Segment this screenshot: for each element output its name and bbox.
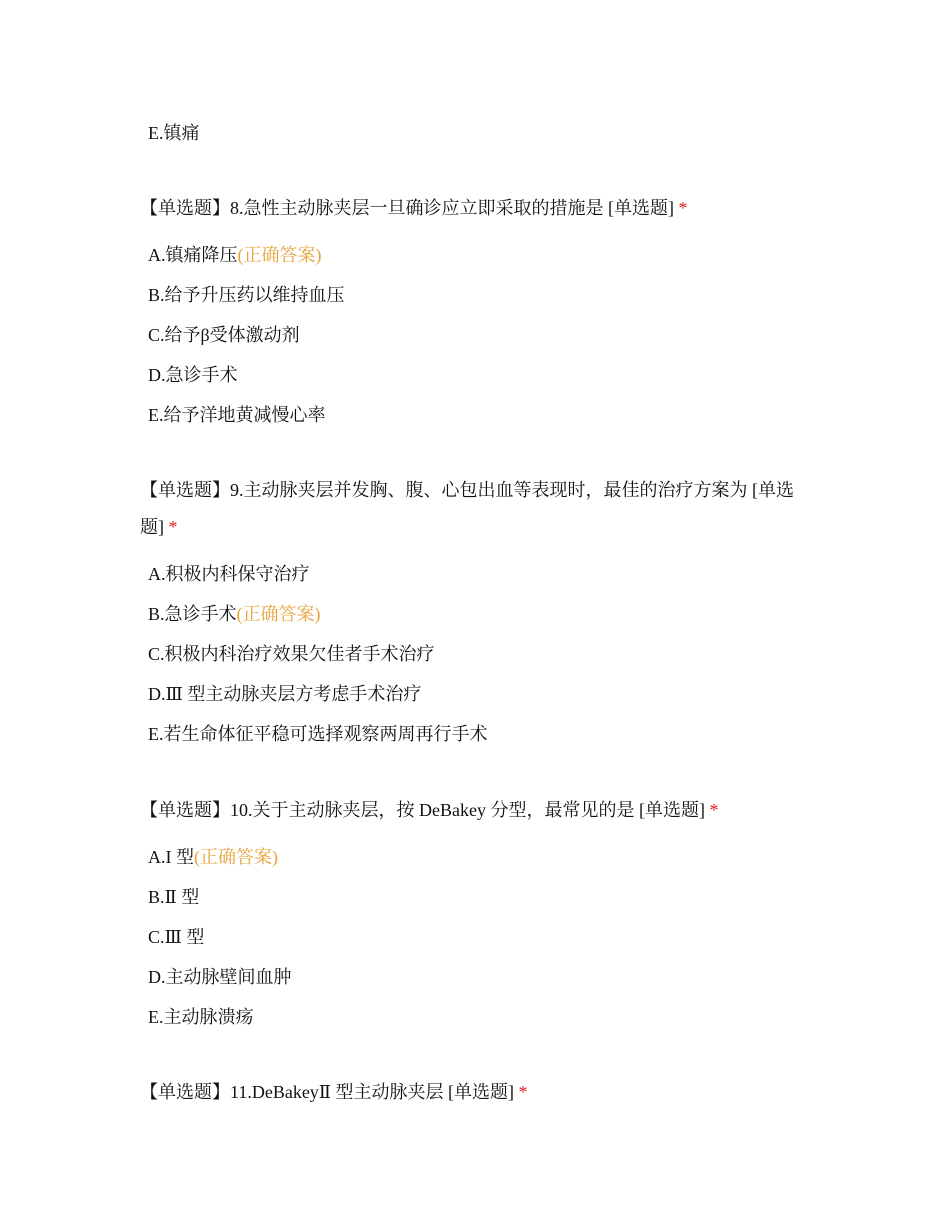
option-text: B.Ⅱ 型 xyxy=(148,887,200,907)
option-a xyxy=(140,235,810,275)
option-text: C.给予β受体激动剂 xyxy=(148,325,300,345)
option-text: A.I 型 xyxy=(148,847,194,867)
question-title xyxy=(140,792,810,829)
option-text: C.积极内科治疗效果欠佳者手术治疗 xyxy=(148,644,435,664)
option-b xyxy=(140,877,810,917)
option-q7-e: E.镇痛 xyxy=(148,123,200,143)
question-text: 【单选题】9.主动脉夹层并发胸、腹、心包出血等表现时，最佳的治疗方案为 [单选题] xyxy=(140,480,794,537)
option-c xyxy=(140,634,810,674)
question-10 xyxy=(140,792,810,1037)
option-list xyxy=(140,837,810,1037)
question-9 xyxy=(140,472,810,754)
option-a xyxy=(140,554,810,594)
correct-answer-label: (正确答案) xyxy=(236,604,321,624)
option-d xyxy=(140,355,810,395)
option-c xyxy=(140,315,810,355)
option-d xyxy=(140,957,810,997)
option-text: E.给予洋地黄减慢心率 xyxy=(148,405,326,425)
question-title xyxy=(140,190,810,227)
option-text: B.给予升压药以维持血压 xyxy=(148,285,345,305)
option-text: B.急诊手术 xyxy=(148,604,237,624)
question-11 xyxy=(140,1074,810,1111)
option-text: D.Ⅲ 型主动脉夹层方考虑手术治疗 xyxy=(148,684,422,704)
option-e xyxy=(140,714,810,754)
required-marker: * xyxy=(518,1082,528,1102)
option-b xyxy=(140,275,810,315)
required-marker: * xyxy=(709,800,719,820)
option-text: E.若生命体征平稳可选择观察两周再行手术 xyxy=(148,724,488,744)
required-marker: * xyxy=(168,517,178,537)
option-text: D.主动脉壁间血肿 xyxy=(148,967,292,987)
option-b xyxy=(140,594,810,634)
option-text: A.积极内科保守治疗 xyxy=(148,564,310,584)
option-text: E.主动脉溃疡 xyxy=(148,1007,254,1027)
option-a xyxy=(140,837,810,877)
question-title xyxy=(140,472,810,546)
option-c xyxy=(140,917,810,957)
correct-answer-label: (正确答案) xyxy=(194,847,278,867)
option-list xyxy=(140,235,810,435)
option-e xyxy=(140,395,810,435)
option-e xyxy=(140,997,810,1037)
question-text: 【单选题】11.DeBakeyⅡ 型主动脉夹层 [单选题] xyxy=(140,1082,515,1102)
correct-answer-label: (正确答案) xyxy=(237,245,322,265)
question-text: 【单选题】8.急性主动脉夹层一旦确诊应立即采取的措施是 [单选题] xyxy=(140,198,674,218)
option-text: A.镇痛降压 xyxy=(148,245,238,265)
question-8 xyxy=(140,190,810,435)
option-text: D.急诊手术 xyxy=(148,365,238,385)
question-text: 【单选题】10.关于主动脉夹层，按 DeBakey 分型，最常见的是 [单选题] xyxy=(140,800,705,820)
option-d xyxy=(140,674,810,714)
question-title xyxy=(140,1074,810,1111)
required-marker: * xyxy=(678,198,688,218)
option-text: C.Ⅲ 型 xyxy=(148,927,205,947)
option-list xyxy=(140,554,810,754)
